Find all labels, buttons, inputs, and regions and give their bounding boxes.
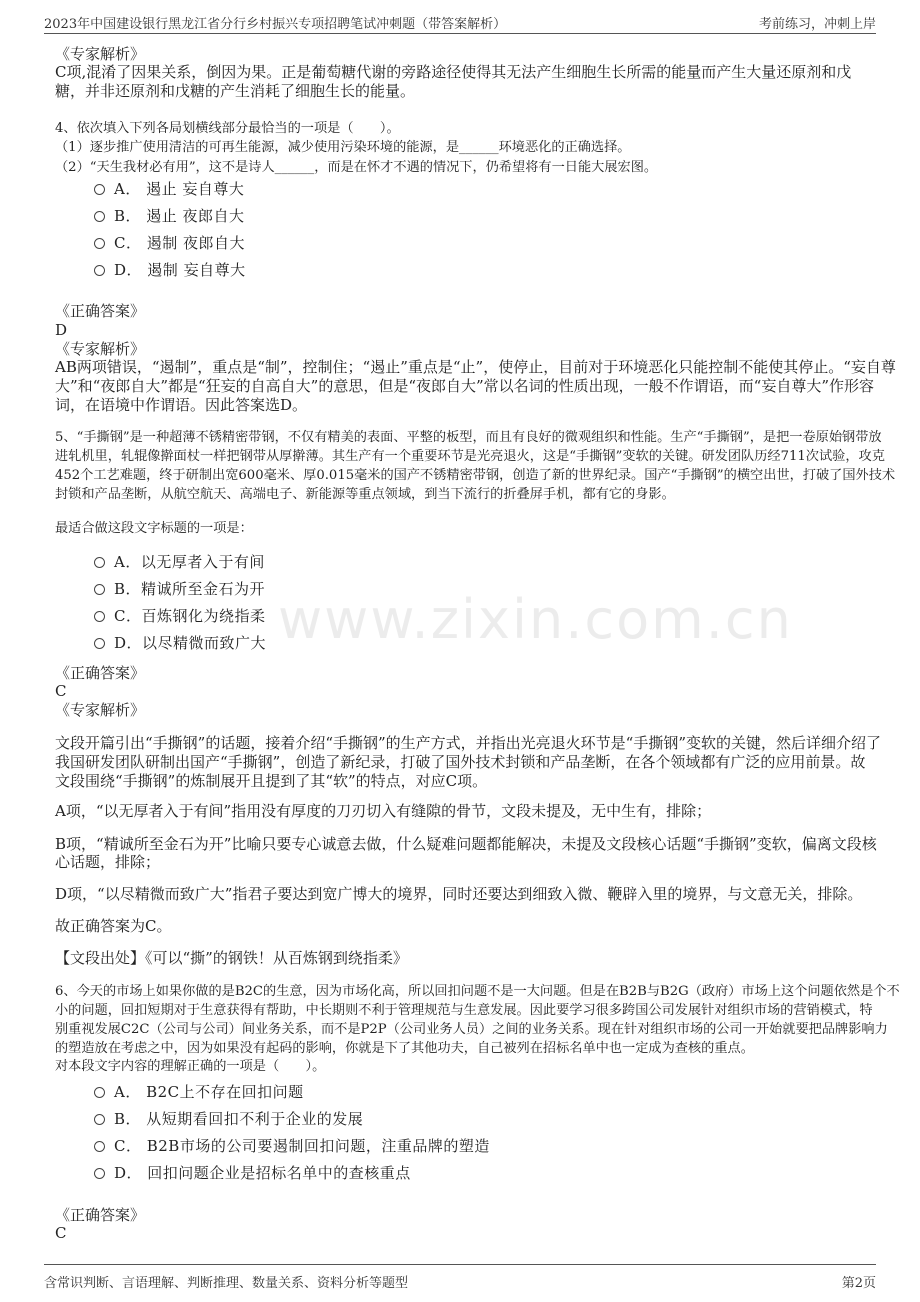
q5-conclusion: 故正确答案为C。 (55, 917, 172, 935)
q4-stem: 4、依次填入下列各局划横线部分最恰当的一项是（ ）。 (55, 121, 400, 136)
q6-option-c-label: C． B2B市场的公司要遏制回扣问题，注重品牌的塑造 (114, 1137, 490, 1155)
q5-stem-line-1: 5、“手撕钢”是一种超薄不锈精密带钢，不仅有精美的表面、平整的板型，而且有良好的微观组织和性能。生产“手撕钢”，是把一卷原始钢带放 (55, 430, 882, 445)
q4-option-d[interactable] (94, 259, 246, 281)
q6-answer: C (55, 1224, 67, 1242)
q5-para-d: D项，“以尽精微而致广大”指君子要达到宽广博大的境界，同时还要达到细致入微、鞭辟入里的境界，与文意无关，排除。 (55, 885, 863, 903)
q6-option-a[interactable] (94, 1081, 304, 1103)
radio-icon[interactable] (94, 584, 105, 595)
radio-icon[interactable] (94, 611, 105, 622)
q5-para-b-line-2: 心话题，排除； (55, 853, 161, 871)
q4-option-a-label: A． 遏止 妄自尊大 (114, 180, 245, 198)
q4-option-c-label: C． 遏制 夜郎自大 (114, 234, 246, 252)
q6-stem-line-5: 对本段文字内容的理解正确的一项是（ ）。 (55, 1059, 326, 1074)
q5-para-a: A项，“以无厚者入于有间”指用没有厚度的刀刃切入有缝隙的骨节，文段未提及，无中生有，排除； (55, 802, 712, 820)
q6-option-b-label: B． 从短期看回扣不利于企业的发展 (114, 1110, 364, 1128)
q5-para1-line-3: 文段围绕“手撕钢”的炼制展开且提到了其“软”的特点，对应C项。 (55, 772, 488, 790)
q4-option-c[interactable] (94, 232, 245, 254)
radio-icon[interactable] (94, 638, 105, 649)
footer-description: 含常识判断、言语理解、判断推理、数量关系、资料分析等题型 (44, 1276, 409, 1291)
prev-analysis-line-1: C项,混淆了因果关系，倒因为果。正是葡萄糖代谢的旁路途径使得其无法产生细胞生长所需的能量而产生大量还原剂和戊 (55, 63, 852, 81)
radio-icon[interactable] (94, 1168, 105, 1179)
q6-stem-line-1: 6、今天的市场上如果你做的是B2C的生意，因为市场化高，所以回扣问题不是一大问题。但是在B2B与B2G（政府）市场上这个问题依然是个不 (55, 984, 900, 999)
q4-option-d-label: D． 遏制 妄自尊大 (114, 261, 246, 279)
q4-option-b[interactable] (94, 205, 245, 227)
q6-stem-line-2: 小的问题，回扣短期对于生意获得有帮助，中长期则不利于管理规范与生意发展。因此要学习很多跨国公司发展针对组织市场的营销模式，特 (55, 1003, 873, 1018)
q4-analysis-label: 《专家解析》 (55, 340, 146, 358)
q5-stem-line-3: 452个工艺难题，终于研制出宽600毫米、厚0.015毫米的国产不锈精密带钢，创造了新的世界纪录。国产“手撕钢”的横空出世，打破了国外技术 (55, 468, 896, 483)
q5-source: 【文段出处】《可以“撕”的钢铁！从百炼钢到绕指柔》 (55, 949, 408, 967)
q4-answer: D (55, 321, 68, 339)
page-number: 第2页 (841, 1276, 876, 1291)
q4-analysis-line-2: 大”和“夜郎自大”都是“狂妄的自高自大”的意思，但是“夜郎自大”常以名词的性质出现，一般不作谓语，而“妄自尊大”作形容 (55, 377, 875, 395)
header-slogan: 考前练习，冲刺上岸 (758, 17, 876, 32)
watermark: www.zixin.com.cn (278, 588, 793, 651)
q5-para1-line-1: 文段开篇引出“手撕钢”的话题，接着介绍“手撕钢”的生产方式，并指出光亮退火环节是“手撕钢”变软的关键，然后详细介绍了 (55, 734, 882, 752)
radio-icon[interactable] (94, 211, 105, 222)
header-title: 2023年中国建设银行黑龙江省分行乡村振兴专项招聘笔试冲刺题（带答案解析） (44, 17, 507, 32)
q5-option-a[interactable] (94, 551, 265, 573)
radio-icon[interactable] (94, 265, 105, 276)
q5-answer-label: 《正确答案》 (55, 664, 146, 682)
q4-analysis-line-3: 词，在语境中作谓语。因此答案选D。 (55, 396, 308, 414)
q4-analysis-line-1: AB两项错误，“遏制”，重点是“制”，控制住；“遏止”重点是“止”，使停止，目前对于环境恶化只能控制不能使其停止。“妄自尊 (55, 358, 896, 376)
q6-option-a-label: A． B2C上不存在回扣问题 (114, 1083, 304, 1101)
q5-para1-line-2: 我国研发团队研制出国产“手撕钢”，创造了新纪录，打破了国外技术封锁和产品垄断，在各个领域都有广泛的应用前景。故 (55, 753, 866, 771)
page-footer (44, 1264, 876, 1292)
radio-icon[interactable] (94, 1087, 105, 1098)
q5-option-a-label: A．以无厚者入于有间 (114, 553, 265, 571)
q4-sub-2: （2）“天生我材必有用”，这不是诗人______，而是在怀才不遇的情况下，仍希望将有一日能大展宏图。 (55, 160, 658, 175)
radio-icon[interactable] (94, 1141, 105, 1152)
q6-stem-line-4: 的塑造放在考虑之中，因为如果没有起码的影响，你就是下了其他功夫，自己被列在招标名单中也一定成为查核的重点。 (55, 1041, 754, 1056)
radio-icon[interactable] (94, 1114, 105, 1125)
q5-question: 最适合做这段文字标题的一项是： (55, 521, 253, 536)
q5-stem-line-2: 进轧机里，轧辊像擀面杖一样把钢带从厚擀薄。其生产有一个重要环节是光亮退火，这是“手撕钢”变软的关键。研发团队历经711次试验，攻克 (55, 449, 885, 464)
q6-option-b[interactable] (94, 1108, 363, 1130)
q5-option-c-label: C．百炼钢化为绕指柔 (114, 607, 266, 625)
q6-stem-line-3: 别重视发展C2C（公司与公司）间业务关系，而不是P2P（公司业务人员）之间的业务关系。现在针对组织市场的公司一开始就要把品牌影响力 (55, 1022, 888, 1037)
radio-icon[interactable] (94, 557, 105, 568)
q5-para-b-line-1: B项，“精诚所至金石为开”比喻只要专心诚意去做，什么疑难问题都能解决，未提及文段核心话题“手撕钢”变软，偏离文段核 (55, 835, 877, 853)
q5-option-c[interactable] (94, 605, 265, 627)
q6-option-d[interactable] (94, 1162, 411, 1184)
q5-answer: C (55, 682, 67, 700)
q4-answer-label: 《正确答案》 (55, 302, 146, 320)
q5-analysis-label: 《专家解析》 (55, 701, 146, 719)
prev-analysis-label: 《专家解析》 (55, 45, 146, 63)
page-header (44, 8, 876, 34)
q4-option-b-label: B． 遏止 夜郎自大 (114, 207, 245, 225)
q5-option-b-label: B．精诚所至金石为开 (114, 580, 266, 598)
q5-stem-line-4: 封锁和产品垄断，从航空航天、高端电子、新能源等重点领域，到当下流行的折叠屏手机，都有它的身影。 (55, 487, 675, 502)
q5-option-d[interactable] (94, 632, 266, 654)
q6-answer-label: 《正确答案》 (55, 1206, 146, 1224)
radio-icon[interactable] (94, 238, 105, 249)
radio-icon[interactable] (94, 184, 105, 195)
q6-option-d-label: D． 回扣问题企业是招标名单中的查核重点 (114, 1164, 411, 1182)
q5-option-b[interactable] (94, 578, 265, 600)
q5-option-d-label: D．以尽精微而致广大 (114, 634, 267, 652)
prev-analysis-line-2: 糖，并非还原剂和戊糖的产生消耗了细胞生长的能量。 (55, 82, 416, 100)
q4-sub-1: （1）逐步推广使用清洁的可再生能源，减少使用污染环境的能源，是______环境恶化的正确选择。 (55, 140, 631, 155)
q6-option-c[interactable] (94, 1135, 490, 1157)
q4-option-a[interactable] (94, 178, 244, 200)
